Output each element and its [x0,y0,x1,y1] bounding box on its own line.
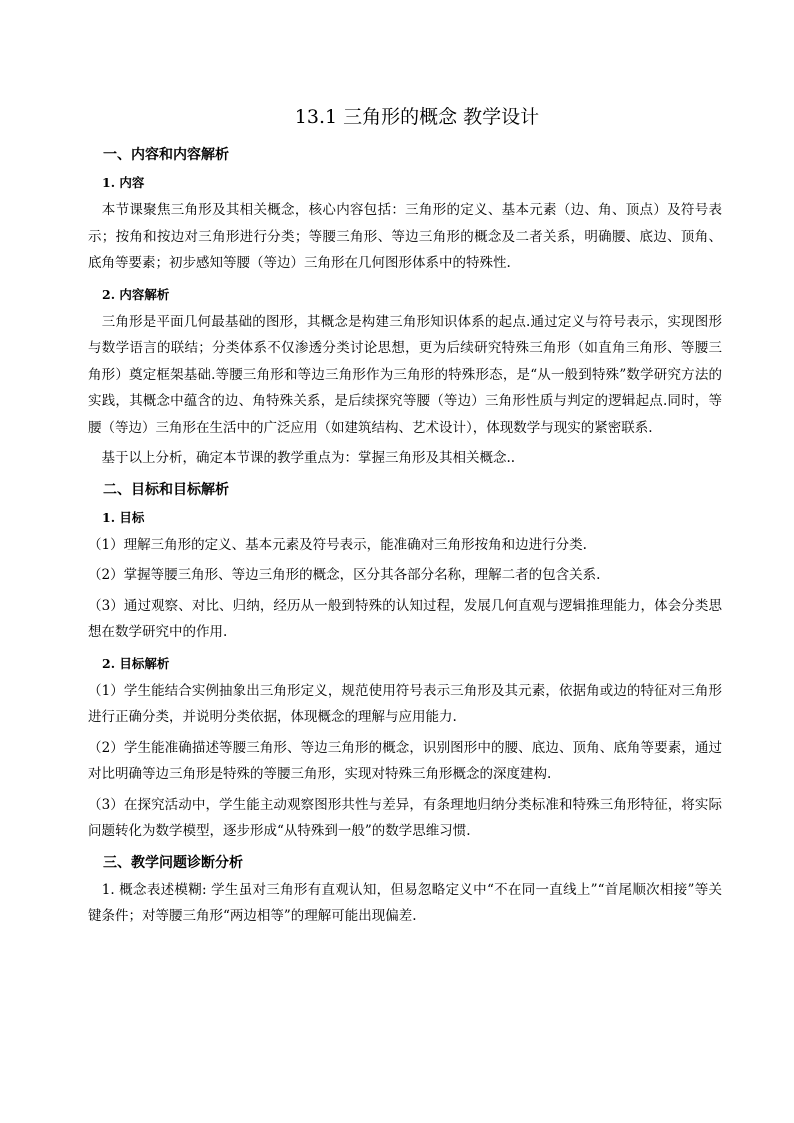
paragraph-content-analysis: 三角形是平面几何最基础的图形，其概念是构建三角形知识体系的起点.通过定义与符号表示，实现图形与数学语言的联结；分类体系不仅渗透分类讨论思想，更为后续研究特殊三角形（如直角三角形、等腰三角形）奠定框架基础.等腰三角形和等边三角形作为三角形的特殊形态，是“从一般到特殊”数学研究方法的实践，其概念中蕴含的边、角特殊关系，是后续探究等腰（等边）三角形性质与判定的逻辑起点.同时，等腰（等边）三角形在生活中的广泛应用（如建筑结构、艺术设计），体现数学与现实的紧密联系. [88,313,722,436]
subsection-heading-goal-analysis: 2. 目标解析 [102,655,170,671]
paragraph-teaching-focus: 基于以上分析，确定本节课的教学重点为：掌握三角形及其相关概念.. [88,450,516,466]
subsection-heading-goals: 1. 目标 [102,509,145,525]
section-heading-diagnosis: 三、教学问题诊断分析 [103,854,243,871]
document-title: 13.1 三角形的概念 教学设计 [294,106,540,128]
goal-item: （2）掌握等腰三角形、等边三角形的概念，区分其各部分名称，理解二者的包含关系. [88,567,601,583]
goal-analysis-item: （2）学生能准确描述等腰三角形、等边三角形的概念，识别图形中的腰、底边、顶角、底角等要素，通过对比明确等边三角形是特殊的等腰三角形，实现对特殊三角形概念的深度建构. [88,739,722,782]
section-heading-goals: 二、目标和目标解析 [103,481,229,498]
subsection-heading-content-analysis: 2. 内容解析 [102,286,170,302]
diagnosis-item: 1. 概念表述模糊: 学生虽对三角形有直观认知，但易忽略定义中“不在同一直线上”“首尾顺次相接”等关键条件；对等腰三角形“两边相等”的理解可能出现偏差. [88,881,722,924]
goal-item: （1）理解三角形的定义、基本元素及符号表示，能准确对三角形按角和边进行分类. [88,536,587,553]
section-heading-content: 一、内容和内容解析 [103,147,229,163]
subsection-heading-content: 1. 内容 [102,175,145,190]
goal-analysis-item: （1）学生能结合实例抽象出三角形定义，规范使用符号表示三角形及其元素，依据角或边的特征对三角形进行正确分类，并说明分类依据，体现概念的理解与应用能力. [88,682,722,725]
paragraph-content: 本节课聚焦三角形及其相关概念，核心内容包括：三角形的定义、基本元素（边、角、顶点）及符号表示；按角和按边对三角形进行分类；等腰三角形、等边三角形的概念及二者关系，明确腰、底边、顶角、底角等要素；初步感知等腰（等边）三角形在几何图形体系中的特殊性. [88,202,722,271]
document-body [88,141,722,934]
goal-item: （3）通过观察、对比、归纳，经历从一般到特殊的认知过程，发展几何直观与逻辑推理能力，体会分类思想在数学研究中的作用. [88,597,722,640]
goal-analysis-item: （3）在探究活动中，学生能主动观察图形共性与差异，有条理地归纳分类标准和特殊三角形特征，将实际问题转化为数学模型，逐步形成“从特殊到一般”的数学思维习惯. [88,796,722,839]
